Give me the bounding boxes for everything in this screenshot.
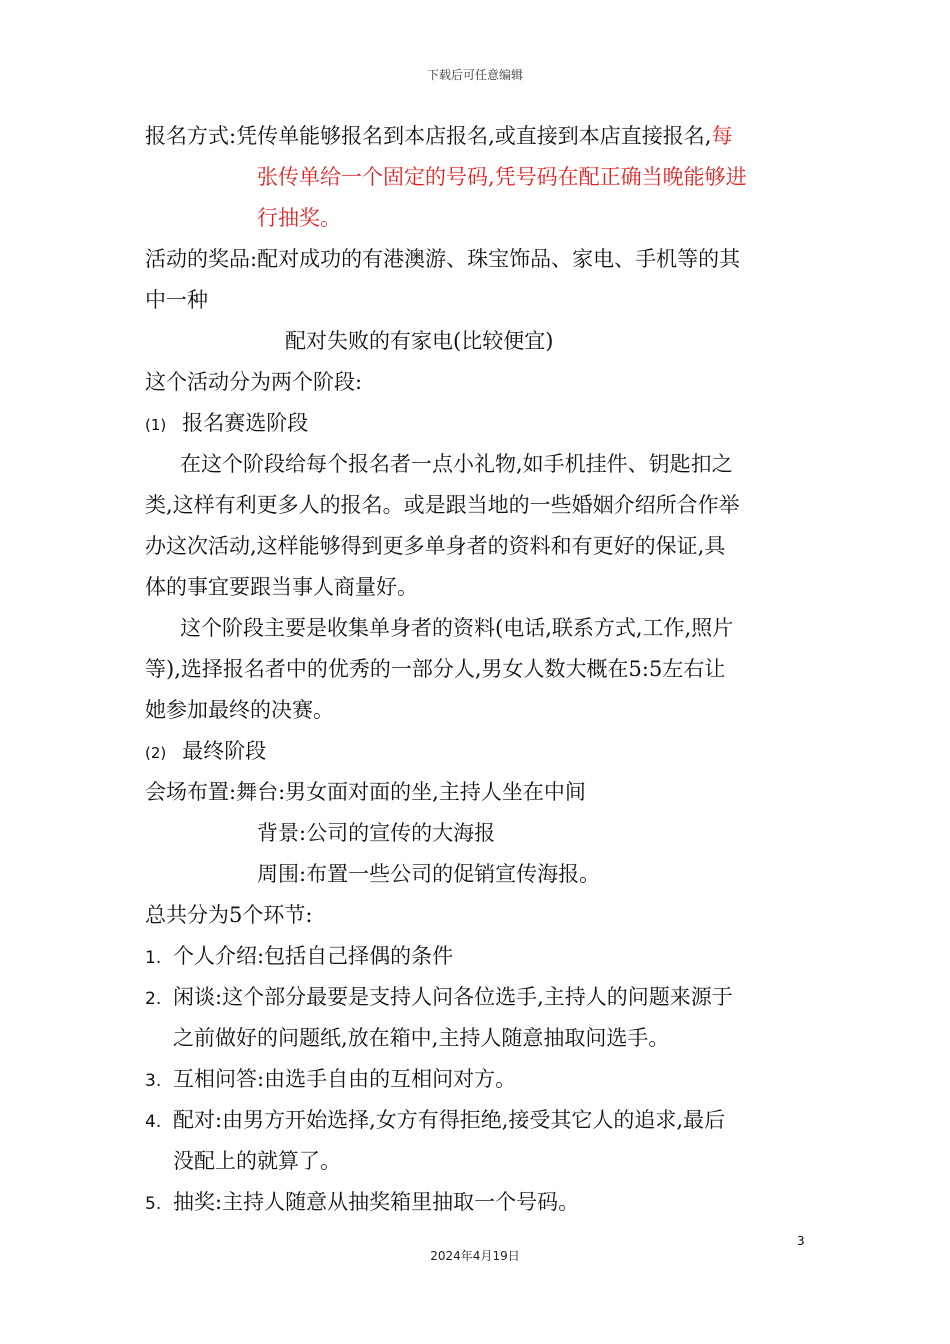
- text-segment: 她参加最终的决赛。: [145, 698, 334, 722]
- page-footer-date: 2024年4月19日: [430, 1249, 520, 1263]
- text-line: [145, 649, 810, 690]
- text-line: [145, 485, 810, 526]
- text-line: [145, 772, 810, 813]
- section-heading: [145, 731, 810, 772]
- page-header: 下载后可任意编辑: [426, 68, 523, 82]
- text-segment: 抽奖:主持人随意从抽奖箱里抽取一个号码。: [173, 1190, 580, 1214]
- text-segment: 闲谈:这个部分最要是支持人问各位选手,主持人的问题来源于: [173, 985, 733, 1009]
- list-item: [145, 1100, 810, 1141]
- list-number: 3.: [145, 1071, 162, 1091]
- text-line: [145, 690, 810, 731]
- text-segment: 个人介绍:包括自己择偶的条件: [173, 944, 454, 968]
- page-number: 3: [797, 1234, 805, 1248]
- list-item: [145, 1059, 810, 1100]
- text-line: [145, 444, 810, 485]
- text-segment: 报名赛选阶段: [182, 411, 309, 435]
- list-number: 2.: [145, 989, 162, 1009]
- text-line: [145, 608, 810, 649]
- text-segment: 这个活动分为两个阶段:: [145, 370, 363, 394]
- text-line: [145, 116, 810, 157]
- text-line: [145, 895, 810, 936]
- text-line: [145, 1141, 810, 1182]
- section-number: (2): [145, 744, 167, 762]
- text-segment: 互相问答:由选手自由的互相问对方。: [173, 1067, 517, 1091]
- text-segment: 配对失败的有家电(比较便宜): [285, 329, 554, 353]
- text-line: [145, 567, 810, 608]
- text-line: [145, 1018, 810, 1059]
- text-segment: 没配上的就算了。: [173, 1149, 341, 1173]
- section-heading: [145, 403, 810, 444]
- text-line: [145, 362, 810, 403]
- text-segment: 周围:布置一些公司的促销宣传海报。: [257, 862, 601, 886]
- text-segment: 办这次活动,这样能够得到更多单身者的资料和有更好的保证,具: [145, 534, 726, 558]
- red-text-segment: 张传单给一个固定的号码,凭号码在配正确当晚能够进: [257, 165, 747, 189]
- text-segment: 体的事宜要跟当事人商量好。: [145, 575, 418, 599]
- text-segment: 背景:公司的宣传的大海报: [257, 821, 496, 845]
- list-number: 5.: [145, 1194, 162, 1214]
- section-number: (1): [145, 416, 167, 434]
- text-line: [145, 157, 810, 198]
- text-segment: 最终阶段: [182, 739, 267, 763]
- list-item: [145, 936, 810, 977]
- list-item: [145, 977, 810, 1018]
- text-segment: 会场布置:舞台:男女面对面的坐,主持人坐在中间: [145, 780, 586, 804]
- list-number: 1.: [145, 948, 162, 968]
- list-item: [145, 1182, 810, 1223]
- red-text-segment: 每: [711, 124, 733, 148]
- text-segment: 等),选择报名者中的优秀的一部分人,男女人数大概在5:5左右让: [145, 657, 726, 681]
- text-segment: 活动的奖品:配对成功的有港澳游、珠宝饰品、家电、手机等的其: [145, 247, 741, 271]
- document-body: [145, 116, 810, 1223]
- text-segment: 类,这样有利更多人的报名。或是跟当地的一些婚姻介绍所合作举: [145, 493, 740, 517]
- text-line: [145, 321, 810, 362]
- text-line: [145, 854, 810, 895]
- text-line: [145, 280, 810, 321]
- text-segment: 配对:由男方开始选择,女方有得拒绝,接受其它人的追求,最后: [173, 1108, 726, 1132]
- text-line: [145, 198, 810, 239]
- text-segment: 之前做好的问题纸,放在箱中,主持人随意抽取问选手。: [173, 1026, 670, 1050]
- text-segment: 在这个阶段给每个报名者一点小礼物,如手机挂件、钥匙扣之: [180, 452, 733, 476]
- list-number: 4.: [145, 1112, 162, 1132]
- text-segment: 总共分为5个环节:: [145, 903, 313, 927]
- text-segment: 报名方式:凭传单能够报名到本店报名,或直接到本店直接报名,: [145, 124, 712, 148]
- text-line: [145, 813, 810, 854]
- text-line: [145, 526, 810, 567]
- text-line: [145, 239, 810, 280]
- red-text-segment: 行抽奖。: [257, 206, 341, 230]
- text-segment: 这个阶段主要是收集单身者的资料(电话,联系方式,工作,照片: [180, 616, 734, 640]
- text-segment: 中一种: [145, 288, 208, 312]
